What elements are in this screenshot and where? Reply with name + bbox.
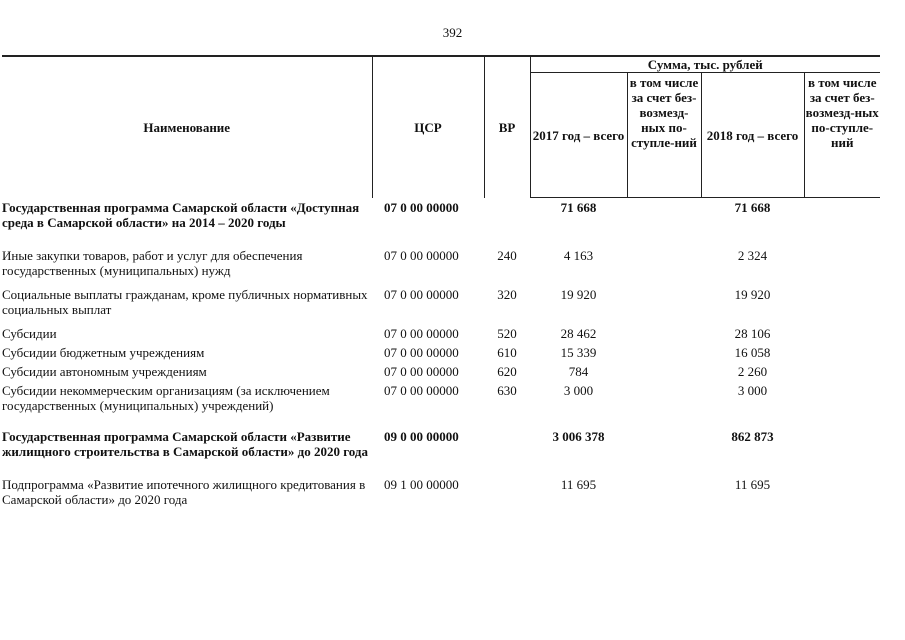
row-2018-incl: [804, 379, 880, 413]
header-csr: ЦСР: [372, 56, 484, 198]
row-2017-incl: [627, 278, 701, 317]
row-2018-incl: [804, 341, 880, 360]
row-2018-incl: [804, 459, 880, 507]
row-name: Социальные выплаты гражданам, кроме публичных нормативных социальных выплат: [2, 286, 368, 317]
table-row: [2, 413, 880, 459]
row-2017-incl: [627, 413, 701, 459]
row-2018: 862 873: [731, 428, 774, 444]
budget-table: [2, 55, 880, 507]
row-2018: 19 920: [734, 286, 771, 302]
header-2017-incl: в том числе за счет без-возмезд-ных по-ступле-ний: [627, 73, 701, 198]
row-2017: 11 695: [560, 476, 597, 492]
row-2017: 15 339: [560, 344, 597, 360]
row-2018: 71 668: [734, 200, 771, 215]
row-2018-incl: [804, 317, 880, 341]
header-sum-group: Сумма, тыс. рублей: [530, 56, 880, 73]
row-2017-incl: [627, 360, 701, 379]
header-2017-total: 2017 год – всего: [530, 73, 627, 198]
table-body: [2, 198, 880, 507]
row-2017-incl: [627, 379, 701, 413]
table-row: [2, 317, 880, 341]
row-2017: 3 000: [563, 382, 594, 398]
row-csr: 09 0 00 00000: [384, 428, 459, 444]
row-2017-incl: [627, 459, 701, 507]
row-2018: 16 058: [734, 344, 771, 360]
row-2017: 784: [568, 363, 589, 379]
row-vr: 630: [497, 382, 517, 398]
row-2018: 11 695: [734, 476, 771, 492]
row-2018-incl: [804, 413, 880, 459]
row-vr: 320: [497, 286, 517, 302]
row-csr: 07 0 00 00000: [384, 199, 459, 215]
page-number: 392: [442, 25, 463, 40]
row-csr: 07 0 00 00000: [384, 382, 459, 398]
row-vr: 610: [497, 344, 517, 360]
row-vr: [484, 413, 530, 459]
table-row: [2, 360, 880, 379]
table-row: [2, 230, 880, 278]
header-name: Наименование: [2, 56, 372, 198]
row-2017-incl: [627, 317, 701, 341]
table-header: [2, 56, 880, 198]
row-2017: 28 462: [560, 325, 597, 341]
row-csr: 07 0 00 00000: [384, 286, 459, 302]
row-2017-incl: [627, 198, 701, 230]
row-csr: 07 0 00 00000: [384, 344, 459, 360]
row-name: Субсидии: [2, 325, 57, 341]
row-2018: 2 260: [737, 363, 768, 379]
row-2018-incl: [804, 198, 880, 230]
row-csr: 07 0 00 00000: [384, 363, 459, 379]
row-2017-incl: [627, 230, 701, 278]
row-name: Иные закупки товаров, работ и услуг для обеспечения государственных (муниципальных) нужд: [2, 247, 303, 278]
table-row: [2, 198, 880, 230]
row-2017: 3 006 378: [552, 428, 605, 444]
row-name: Подпрограмма «Развитие ипотечного жилищного кредитования в Самарской области» до 2020 года: [2, 476, 366, 507]
row-name: Субсидии некоммерческим организациям (за исключением государственных (муниципальных) учреждений): [2, 382, 330, 413]
row-2018-incl: [804, 278, 880, 317]
table-row: [2, 341, 880, 360]
row-2017: 71 668: [560, 200, 597, 215]
row-2018: 3 000: [737, 382, 768, 398]
table-row: [2, 379, 880, 413]
table-row: [2, 278, 880, 317]
row-vr: [484, 198, 530, 230]
row-vr: 620: [497, 363, 517, 379]
row-2018-incl: [804, 360, 880, 379]
row-2018: 28 106: [734, 325, 771, 341]
row-name: Субсидии бюджетным учреждениям: [2, 344, 205, 360]
header-2018-incl: в том числе за счет без-возмезд-ных по-ступле-ний: [804, 73, 880, 198]
row-2017-incl: [627, 341, 701, 360]
row-name: Государственная программа Самарской области «Доступная среда в Самарской области» на 2014 – 2020 годы: [2, 199, 360, 230]
row-vr: [484, 459, 530, 507]
row-name: Государственная программа Самарской области «Развитие жилищного строительства в Самарской области» до 2020 года: [2, 428, 368, 459]
row-vr: 240: [497, 247, 517, 263]
row-2018: 2 324: [737, 247, 768, 263]
row-2017: 19 920: [560, 286, 597, 302]
row-csr: 07 0 00 00000: [384, 325, 459, 341]
header-2018-total: 2018 год – всего: [701, 73, 804, 198]
row-vr: 520: [497, 325, 517, 341]
table-row: [2, 459, 880, 507]
row-csr: 09 1 00 00000: [384, 476, 459, 492]
row-2017: 4 163: [563, 247, 594, 263]
row-csr: 07 0 00 00000: [384, 247, 459, 263]
header-vr: ВР: [484, 56, 530, 198]
row-2018-incl: [804, 230, 880, 278]
row-name: Субсидии автономным учреждениям: [2, 363, 207, 379]
